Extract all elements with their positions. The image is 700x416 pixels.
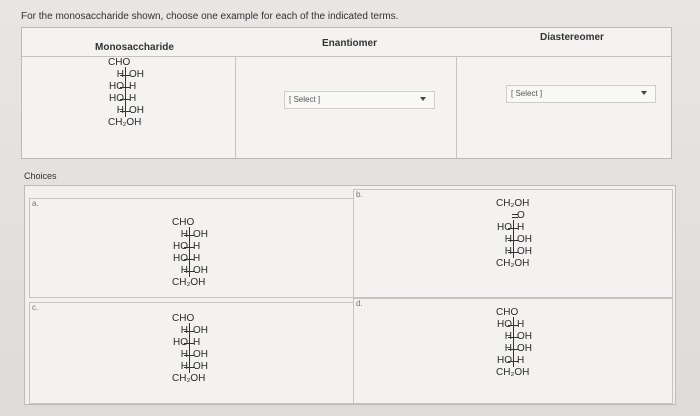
choice-a	[29, 198, 355, 298]
carbonyl-oxygen: O	[517, 210, 525, 221]
fischer-left-group: HO	[173, 253, 188, 264]
fischer-left-group: H	[180, 361, 188, 372]
fischer-right-group: OH	[517, 343, 532, 354]
choices-label: Choices	[24, 171, 57, 181]
fischer-right-group: OH	[517, 331, 532, 342]
fischer-left-group: HO	[497, 222, 512, 233]
fischer-left-group: H	[504, 343, 512, 354]
fischer-left-group: H	[116, 69, 124, 80]
fischer-right-group: OH	[517, 246, 532, 257]
fischer-top-group: CHO	[496, 307, 519, 318]
fischer-right-group: OH	[193, 325, 208, 336]
answer-table	[21, 27, 672, 159]
fischer-backbone	[513, 220, 514, 258]
fischer-top-group: CHO	[172, 217, 195, 228]
fischer-left-group: H	[504, 234, 512, 245]
fischer-left-group: HO	[109, 81, 124, 92]
fischer-right-group: H	[517, 355, 525, 366]
fischer-right-group: H	[193, 253, 201, 264]
fischer-left-group: H	[180, 325, 188, 336]
fischer-right-group: H	[129, 93, 137, 104]
fischer-left-group: H	[180, 349, 188, 360]
fischer-right-group: OH	[193, 229, 208, 240]
fischer-right-group: OH	[517, 234, 532, 245]
header-monosaccharide: Monosaccharide	[95, 42, 174, 53]
column-divider	[456, 56, 457, 158]
fischer-right-group: H	[517, 222, 525, 233]
choice-c	[29, 302, 355, 404]
fischer-backbone	[513, 317, 514, 367]
choice-letter: d.	[356, 299, 363, 308]
choices-panel	[24, 185, 676, 405]
fischer-backbone	[189, 227, 190, 277]
fischer-right-group: H	[517, 319, 525, 330]
choice-d	[353, 298, 673, 404]
fischer-bottom-group: CH₂OH	[172, 277, 206, 288]
fischer-left-group: HO	[497, 319, 512, 330]
choice-letter: c.	[32, 303, 39, 312]
choice-letter: a.	[32, 199, 39, 208]
fischer-right-group: OH	[193, 265, 208, 276]
fischer-backbone	[189, 323, 190, 373]
fischer-backbone	[125, 67, 126, 117]
question-text: For the monosaccharide shown, choose one example for each of the indicated terms.	[21, 11, 399, 22]
fischer-top-group: CHO	[108, 57, 131, 68]
choice-b	[353, 189, 673, 298]
fischer-left-group: HO	[497, 355, 512, 366]
chevron-down-icon	[641, 91, 647, 95]
fischer-left-group: H	[116, 105, 124, 116]
enantiomer-select[interactable]	[284, 91, 435, 109]
fischer-bottom-group: CH₂OH	[496, 367, 530, 378]
fischer-bottom-group: CH₂OH	[496, 258, 530, 269]
fischer-left-group: H	[504, 331, 512, 342]
enantiomer-select-value: [ Select ]	[289, 95, 321, 104]
fischer-bottom-group: CH₂OH	[108, 117, 142, 128]
fischer-left-group: H	[180, 229, 188, 240]
fischer-right-group: OH	[193, 361, 208, 372]
fischer-bottom-group: CH₂OH	[172, 373, 206, 384]
fischer-right-group: H	[193, 241, 201, 252]
column-divider	[235, 56, 236, 158]
header-diastereomer: Diastereomer	[540, 32, 604, 43]
fischer-right-group: OH	[193, 349, 208, 360]
choice-letter: b.	[356, 190, 363, 199]
diastereomer-select-value: [ Select ]	[511, 89, 543, 98]
fischer-right-group: H	[193, 337, 201, 348]
header-enantiomer: Enantiomer	[322, 38, 378, 49]
fischer-left-group: HO	[173, 337, 188, 348]
fischer-right-group: H	[129, 81, 137, 92]
fischer-left-group: HO	[173, 241, 188, 252]
chevron-down-icon	[420, 97, 426, 101]
fischer-left-group: H	[504, 246, 512, 257]
diastereomer-select[interactable]	[506, 85, 656, 103]
fischer-left-group: HO	[109, 93, 124, 104]
fischer-left-group: H	[180, 265, 188, 276]
fischer-right-group: OH	[129, 105, 144, 116]
fischer-top-group: CHO	[172, 313, 195, 324]
fischer-right-group: OH	[129, 69, 144, 80]
fischer-top-group: CH₂OH	[496, 198, 530, 209]
